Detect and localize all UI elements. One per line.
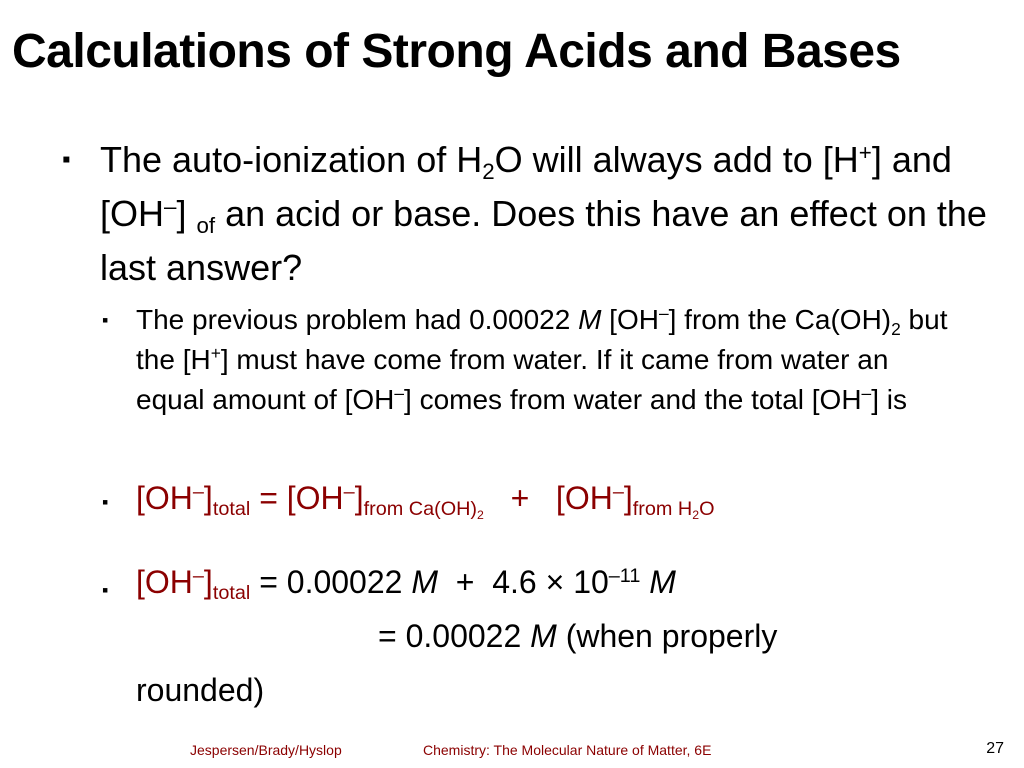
total-oh-value: $[OH^-]_{total} = 0.00022$ $M + 4.6 \times 10^{-11}$ M = 0.00022 M (when properly rounded) xyxy=(136,564,778,708)
main-bullet-text: The auto-ionization of $H_2O$ will always add to [H+] and [OH–] $_{of}$ an acid or base. Does this have an effect on the last answer? xyxy=(100,139,987,288)
bullet-square-icon: ▪ xyxy=(62,146,71,173)
total-oh-equation: $[OH^-]_{total} = [OH^-]_{from Ca(OH)_2} + [OH^-]_{from H_2O}$ xyxy=(136,480,715,523)
page-number: 27 xyxy=(986,740,1004,757)
bullet-square-icon: ▪ xyxy=(102,492,109,512)
footer-book-title: Chemistry: The Molecular Nature of Matter, 6E xyxy=(423,742,712,758)
main-bullet xyxy=(62,133,992,295)
sub-bullet-previous-problem xyxy=(102,300,952,420)
sub-bullet-total-value xyxy=(102,555,952,717)
bullet-square-icon: ▪ xyxy=(102,310,109,330)
slide-title: Calculations of Strong Acids and Bases xyxy=(12,25,901,78)
sub-bullet-total-equation xyxy=(102,475,952,521)
bullet-square-icon: ▪ xyxy=(102,580,109,600)
footer-authors: Jespersen/Brady/Hyslop xyxy=(190,742,342,758)
sub-bullet-text: The previous problem had 0.00022 M [OH–] from the $Ca(OH)_2$ but the [H+] must have come from water. If it came from water an equal amount of [OH–] comes from water and the total [OH–] is xyxy=(136,303,948,415)
